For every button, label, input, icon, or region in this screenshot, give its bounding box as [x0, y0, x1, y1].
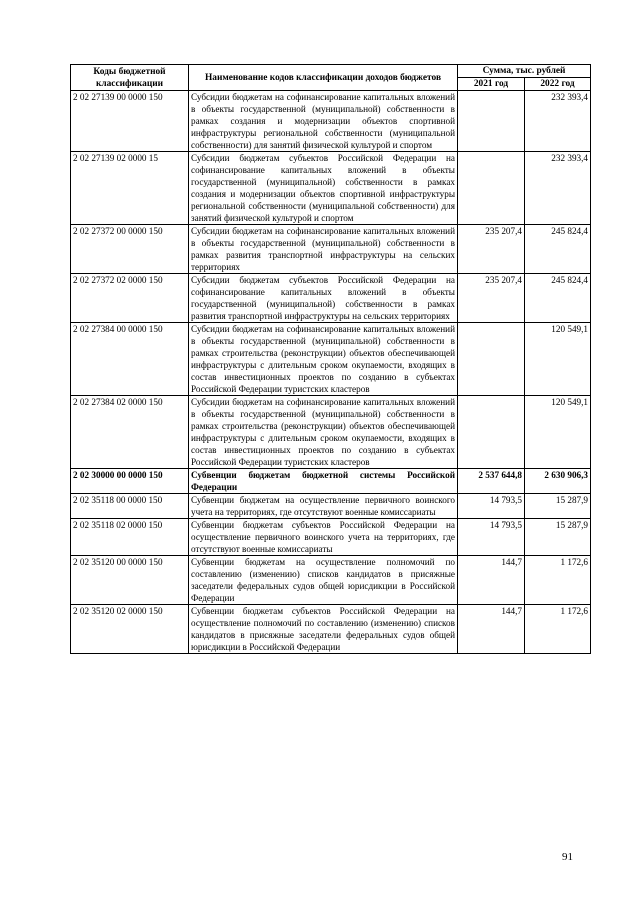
row-value-2021: 235 207,4: [458, 225, 525, 274]
row-value-2022: 120 549,1: [525, 323, 591, 396]
table-body: [71, 91, 591, 654]
table-row: [71, 274, 591, 323]
row-value-2021: [458, 396, 525, 469]
table-row: [71, 323, 591, 396]
row-value-2021: [458, 91, 525, 152]
table-row: [71, 556, 591, 605]
row-code: 2 02 35118 00 0000 150: [71, 494, 189, 519]
page-number: 91: [562, 851, 573, 863]
row-value-2021: [458, 152, 525, 225]
table-row: [71, 396, 591, 469]
row-name: Субсидии бюджетам на софинансирование капитальных вложений в объекты государственной (муниципальной) собственности в рамках строительства (реконструкции) объектов обеспечивающей инфраструктуры с длительным сроком окупаемости, входящих в состав инвестиционных проектов по созданию в субъектах Российской Федерации туристских кластеров: [189, 323, 458, 396]
table-row: [71, 519, 591, 556]
budget-table: [70, 64, 591, 654]
row-code: 2 02 27372 00 0000 150: [71, 225, 189, 274]
row-value-2022: 1 172,6: [525, 605, 591, 654]
row-name: Субвенции бюджетам на осуществление первичного воинского учета на территориях, где отсутствуют военные комиссариаты: [189, 494, 458, 519]
table-row: [71, 91, 591, 152]
row-value-2022: 245 824,4: [525, 225, 591, 274]
row-value-2022: 120 549,1: [525, 396, 591, 469]
row-code: 2 02 27372 02 0000 150: [71, 274, 189, 323]
table-row: [71, 605, 591, 654]
row-name: Субвенции бюджетам бюджетной системы Российской Федерации: [189, 469, 458, 494]
header-year-2022: 2022 год: [525, 78, 591, 91]
row-value-2022: 245 824,4: [525, 274, 591, 323]
row-code: 2 02 27384 00 0000 150: [71, 323, 189, 396]
table-row: [71, 225, 591, 274]
row-code: 2 02 27139 02 0000 15: [71, 152, 189, 225]
row-value-2021: 144,7: [458, 556, 525, 605]
row-value-2021: [458, 323, 525, 396]
row-name: Субвенции бюджетам субъектов Российской Федерации на осуществление полномочий по составлению (изменению) списков кандидатов в присяжные заседатели федеральных судов общей юрисдикции в Российской Федерации: [189, 605, 458, 654]
row-code: 2 02 27139 00 0000 150: [71, 91, 189, 152]
row-name: Субсидии бюджетам на софинансирование капитальных вложений в объекты государственной (муниципальной) собственности в рамках строительства (реконструкции) объектов обеспечивающей инфраструктуры с длительным сроком окупаемости, входящих в состав инвестиционных проектов по созданию в субъектах Российской Федерации туристских кластеров: [189, 396, 458, 469]
row-code: 2 02 35118 02 0000 150: [71, 519, 189, 556]
row-value-2022: 1 172,6: [525, 556, 591, 605]
row-value-2021: 2 537 644,8: [458, 469, 525, 494]
header-sum: Сумма, тыс. рублей: [458, 65, 591, 78]
header-name: Наименование кодов классификации доходов бюджетов: [189, 65, 458, 91]
header-year-2021: 2021 год: [458, 78, 525, 91]
row-code: 2 02 35120 02 0000 150: [71, 605, 189, 654]
table-row: [71, 152, 591, 225]
row-value-2021: 14 793,5: [458, 519, 525, 556]
table-row: [71, 469, 591, 494]
row-value-2021: 14 793,5: [458, 494, 525, 519]
row-name: Субсидии бюджетам субъектов Российской Федерации на софинансирование капитальных вложений в объекты государственной (муниципальной) собственности в рамках создания и модернизации объектов спортивной инфраструктуры региональной собственности (муниципальной собственности) для занятий физической культурой и спортом: [189, 152, 458, 225]
row-name: Субсидии бюджетам субъектов Российской Федерации на софинансирование капитальных вложений в объекты государственной (муниципальной) собственности в рамках развития транспортной инфраструктуры на сельских территориях: [189, 274, 458, 323]
row-name: Субсидии бюджетам на софинансирование капитальных вложений в объекты государственной (муниципальной) собственности в рамках создания и модернизации объектов спортивной инфраструктуры региональной собственности (муниципальной собственности) для занятий физической культурой и спортом: [189, 91, 458, 152]
row-code: 2 02 27384 02 0000 150: [71, 396, 189, 469]
row-value-2021: 235 207,4: [458, 274, 525, 323]
row-value-2021: 144,7: [458, 605, 525, 654]
row-name: Субвенции бюджетам субъектов Российской Федерации на осуществление первичного воинского учета на территориях, где отсутствуют военные комиссариаты: [189, 519, 458, 556]
row-value-2022: 2 630 906,3: [525, 469, 591, 494]
row-code: 2 02 30000 00 0000 150: [71, 469, 189, 494]
row-value-2022: 232 393,4: [525, 91, 591, 152]
row-code: 2 02 35120 00 0000 150: [71, 556, 189, 605]
header-codes: Коды бюджетной классификации: [71, 65, 189, 91]
row-value-2022: 15 287,9: [525, 519, 591, 556]
row-name: Субсидии бюджетам на софинансирование капитальных вложений в объекты государственной (муниципальной) собственности в рамках развития транспортной инфраструктуры на сельских территориях: [189, 225, 458, 274]
row-value-2022: 232 393,4: [525, 152, 591, 225]
table-row: [71, 494, 591, 519]
row-name: Субвенции бюджетам на осуществление полномочий по составлению (изменению) списков кандидатов в присяжные заседатели федеральных судов общей юрисдикции в Российской Федерации: [189, 556, 458, 605]
row-value-2022: 15 287,9: [525, 494, 591, 519]
